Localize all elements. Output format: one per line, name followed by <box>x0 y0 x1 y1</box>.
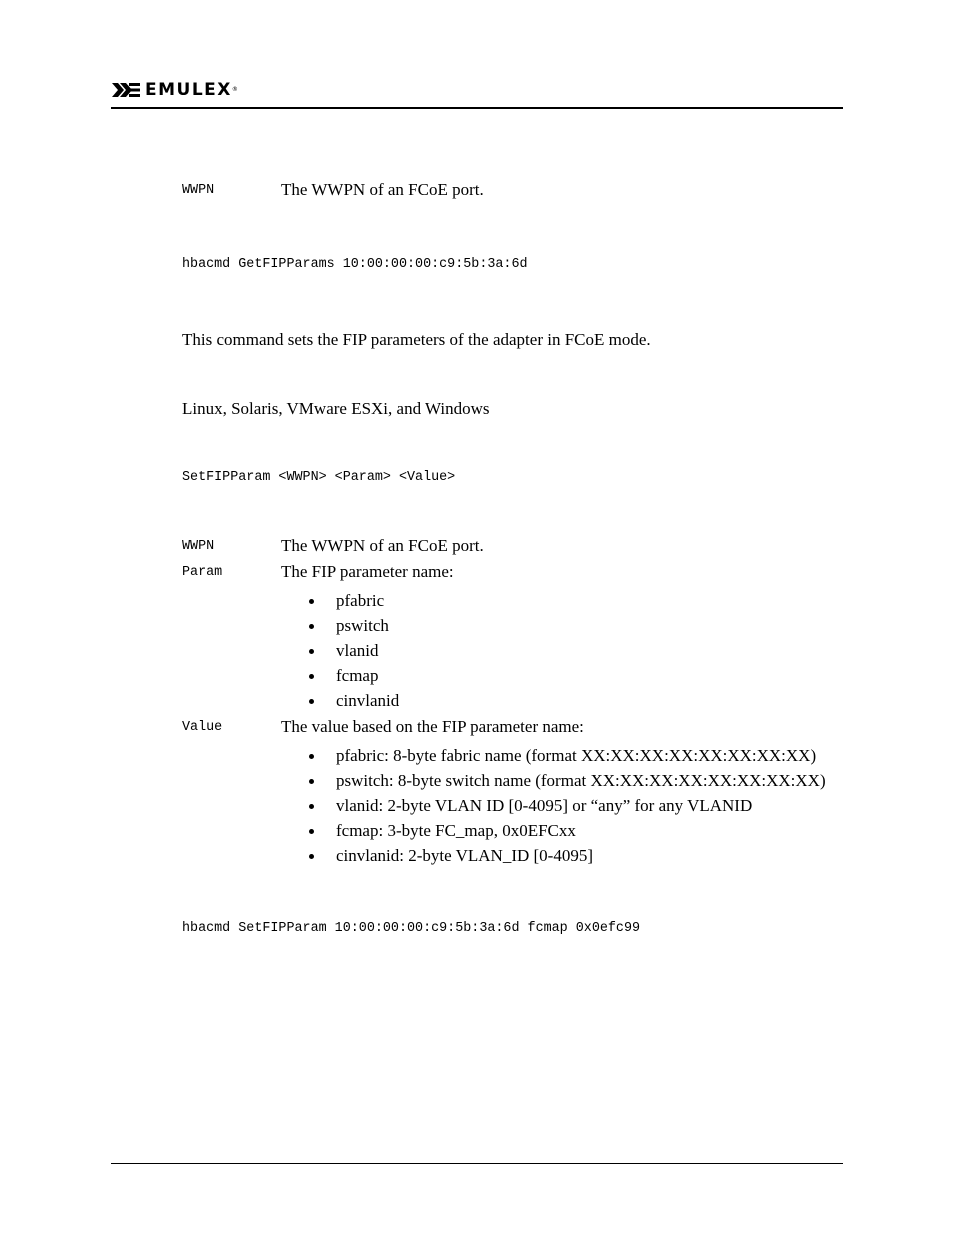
bullet-text: cinvlanid: 2-byte VLAN_ID [0-4095] <box>336 846 593 865</box>
param-name-param: Param <box>182 565 223 580</box>
bullet-icon <box>309 624 314 629</box>
list-item <box>308 588 399 613</box>
list-item <box>308 638 399 663</box>
bullet-text: pfabric <box>336 591 385 610</box>
bullet-icon <box>309 649 314 654</box>
example-setfipparam: hbacmd SetFIPParam 10:00:00:00:c9:5b:3a:6d fcmap 0x0efc99 <box>182 921 641 936</box>
param-name-wwpn-2: WWPN <box>182 539 215 554</box>
param-name-wwpn-1: WWPN <box>182 183 215 198</box>
list-item <box>308 768 826 793</box>
command-description: This command sets the FIP parameters of the adapter in FCoE mode. <box>182 330 651 349</box>
list-item <box>308 793 826 818</box>
bullet-icon <box>309 754 314 759</box>
bullet-text: pfabric: 8-byte fabric name (format XX:XX:XX:XX:XX:XX:XX:XX) <box>336 746 817 765</box>
list-item <box>308 663 399 688</box>
footer-rule <box>111 1163 843 1164</box>
emulex-mark-icon <box>111 81 141 99</box>
bullet-icon <box>309 699 314 704</box>
brand-text: EMULEX <box>145 80 232 100</box>
bullet-icon <box>309 599 314 604</box>
bullet-icon <box>309 829 314 834</box>
bullet-icon <box>309 804 314 809</box>
bullet-text: pswitch: 8-byte switch name (format XX:XX:XX:XX:XX:XX:XX:XX) <box>336 771 826 790</box>
list-item <box>308 843 826 868</box>
trademark-symbol: ® <box>231 86 240 93</box>
param-bullet-list <box>308 588 399 713</box>
bullet-text: fcmap: 3-byte FC_map, 0x0EFCxx <box>336 821 576 840</box>
param-desc-wwpn-2: The WWPN of an FCoE port. <box>281 536 484 555</box>
param-desc-wwpn-1: The WWPN of an FCoE port. <box>281 180 484 199</box>
header-rule <box>111 107 843 109</box>
bullet-text: cinvlanid <box>336 691 400 710</box>
syntax-setfipparam: SetFIPParam <WWPN> <Param> <Value> <box>182 470 456 485</box>
list-item <box>308 688 399 713</box>
bullet-text: vlanid <box>336 641 379 660</box>
value-bullet-list <box>308 743 826 868</box>
bullet-icon <box>309 854 314 859</box>
bullet-text: pswitch <box>336 616 389 635</box>
bullet-icon <box>309 779 314 784</box>
param-desc-param: The FIP parameter name: <box>281 562 454 581</box>
list-item <box>308 743 826 768</box>
param-desc-value: The value based on the FIP parameter name: <box>281 717 584 736</box>
list-item <box>308 613 399 638</box>
emulex-logo <box>111 80 239 100</box>
brand-name <box>145 80 239 100</box>
example-getfipparams: hbacmd GetFIPParams 10:00:00:00:c9:5b:3a:6d <box>182 257 528 272</box>
bullet-text: vlanid: 2-byte VLAN ID [0-4095] or “any” for any VLANID <box>336 796 753 815</box>
supported-platforms: Linux, Solaris, VMware ESXi, and Windows <box>182 399 490 418</box>
bullet-text: fcmap <box>336 666 379 685</box>
bullet-icon <box>309 674 314 679</box>
param-name-value: Value <box>182 720 223 735</box>
list-item <box>308 818 826 843</box>
